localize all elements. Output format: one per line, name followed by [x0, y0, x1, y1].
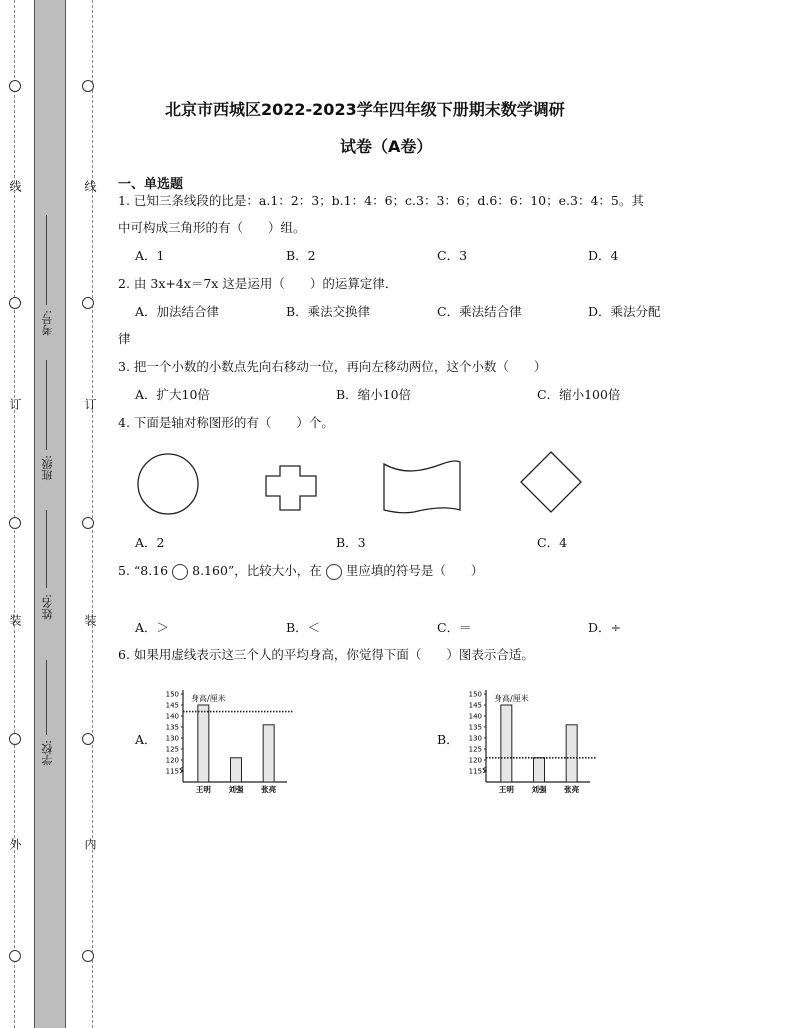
binding-ring-icon: [9, 80, 21, 92]
q3-option-a[interactable]: A．扩大10倍: [135, 387, 210, 402]
page-title: 北京市西城区2022-2023学年四年级下册期末数学调研: [165, 100, 565, 119]
q2-option-b[interactable]: B．乘法交换律: [286, 304, 371, 319]
outer-char-mount: 装: [8, 614, 22, 626]
binding-ring-icon: [9, 733, 21, 745]
y-tick-label: 150: [165, 690, 179, 699]
q5-text-part3: 里应填的符号是（ ）: [345, 563, 484, 578]
inner-char-bind: 订: [83, 398, 97, 410]
x-tick-label: 王明: [498, 785, 514, 794]
q2-option-c[interactable]: C．乘法结合律: [437, 304, 522, 319]
q4-option-c[interactable]: C．4: [537, 535, 568, 550]
binding-ring-icon: [82, 517, 94, 529]
q5-text: [118, 561, 483, 580]
q2-option-d-wrap: 律: [118, 331, 131, 346]
outer-char-outside: 外: [8, 838, 22, 850]
field-exam-number: 考号:: [41, 310, 54, 336]
y-tick-label: 125: [165, 745, 179, 754]
y-tick-label: 120: [468, 756, 482, 765]
q6-text: 6. 如果用虚线表示这三个人的平均身高，你觉得下面（ ）图表示合适。: [118, 647, 534, 662]
field-school: 学校:: [41, 740, 54, 766]
q6-option-a[interactable]: A．: [135, 732, 157, 747]
chart-a: [155, 686, 295, 802]
inner-char-mount: 装: [83, 614, 97, 626]
field-name-blank[interactable]: [46, 510, 47, 588]
y-tick-label: 135: [165, 723, 179, 732]
q4-option-a[interactable]: A．2: [135, 535, 165, 550]
q1-text-line1: 1. 已知三条线段的比是：a.1：2：3；b.1：4：6；c.3：3：6；d.6：6：10；e.3：4：5。其: [118, 193, 644, 208]
y-tick-label: 130: [468, 734, 482, 743]
q5-option-a[interactable]: A．＞: [135, 620, 170, 635]
field-class-blank[interactable]: [46, 360, 47, 450]
outer-char-bind: 订: [8, 398, 22, 410]
chart-b: [458, 686, 598, 802]
q1-option-b[interactable]: B．2: [286, 248, 316, 263]
shape-circle: [138, 454, 198, 514]
bar: [231, 758, 242, 782]
shape-flag: [384, 461, 460, 513]
binding-ring-icon: [9, 950, 21, 962]
inner-char-line: 线: [83, 180, 97, 192]
y-tick-label: 150: [468, 690, 482, 699]
q1-text-line2: 中可构成三角形的有（ ）组。: [118, 220, 306, 235]
y-tick-label: 125: [468, 745, 482, 754]
y-tick-label: 140: [468, 712, 482, 721]
q5-text-part2: 8.160”，比较大小，在: [192, 563, 322, 578]
field-class: 班级:: [41, 455, 54, 481]
q5-option-d[interactable]: D．÷: [588, 620, 621, 635]
q6-option-b[interactable]: B．: [437, 732, 459, 747]
bar: [198, 705, 209, 782]
q2-text: 2. 由 3x+4x＝7x 这是运用（ ）的运算定律．: [118, 276, 398, 291]
x-tick-label: 张亮: [261, 785, 277, 794]
bar: [501, 705, 512, 782]
inner-left-line: [92, 0, 94, 1028]
field-school-blank[interactable]: [46, 660, 47, 735]
outer-char-line: 线: [8, 180, 22, 192]
q1-option-c[interactable]: C．3: [437, 248, 468, 263]
y-tick-label: 145: [165, 701, 179, 710]
y-tick-label: 140: [165, 712, 179, 721]
q4-text: 4. 下面是轴对称图形的有（ ）个。: [118, 415, 334, 430]
field-exam-number-blank[interactable]: [46, 215, 47, 305]
field-name: 姓名:: [41, 594, 54, 620]
bar: [534, 758, 545, 782]
chart-title: 身高/厘米: [191, 694, 226, 703]
binding-ring-icon: [9, 297, 21, 309]
q5-option-c[interactable]: C．＝: [437, 620, 472, 635]
chart-title: 身高/厘米: [494, 694, 529, 703]
q3-text: 3. 把一个小数的小数点先向右移动一位，再向左移动两位，这个小数（ ）: [118, 359, 547, 374]
inner-char-inside: 内: [83, 838, 97, 850]
binding-ring-icon: [82, 950, 94, 962]
y-tick-label: 145: [468, 701, 482, 710]
section-heading: 一、单选题: [118, 177, 184, 192]
y-tick-label: 130: [165, 734, 179, 743]
shape-cross: [266, 466, 316, 510]
x-tick-label: 张亮: [564, 785, 580, 794]
outer-left-line: [14, 0, 16, 1028]
compare-circle-icon: [326, 564, 342, 580]
page-subtitle: 试卷（A卷）: [340, 137, 433, 156]
q1-option-d[interactable]: D．4: [588, 248, 619, 263]
compare-circle-icon: [172, 564, 188, 580]
x-tick-label: 刘强: [228, 785, 244, 794]
q5-option-b[interactable]: B．＜: [286, 620, 321, 635]
binding-ring-icon: [82, 80, 94, 92]
binding-ring-icon: [82, 733, 94, 745]
q2-option-d[interactable]: D．乘法分配: [588, 304, 661, 319]
binding-ring-icon: [82, 297, 94, 309]
binding-ring-icon: [9, 517, 21, 529]
bar: [263, 725, 274, 782]
q3-option-c[interactable]: C．缩小100倍: [537, 387, 621, 402]
q1-option-a[interactable]: A．1: [135, 248, 165, 263]
x-tick-label: 刘强: [531, 785, 547, 794]
x-tick-label: 王明: [195, 785, 211, 794]
y-tick-label: 120: [165, 756, 179, 765]
shape-diamond: [521, 452, 581, 512]
y-tick-label: 115: [468, 767, 482, 776]
y-tick-label: 135: [468, 723, 482, 732]
binding-strip: [34, 0, 66, 1028]
q5-text-part1: 5. “8.16: [118, 563, 169, 578]
q4-option-b[interactable]: B．3: [336, 535, 366, 550]
bar: [566, 725, 577, 782]
q3-option-b[interactable]: B．缩小10倍: [336, 387, 412, 402]
q2-option-a[interactable]: A．加法结合律: [135, 304, 220, 319]
y-tick-label: 115: [165, 767, 179, 776]
q4-shapes: [130, 448, 590, 522]
